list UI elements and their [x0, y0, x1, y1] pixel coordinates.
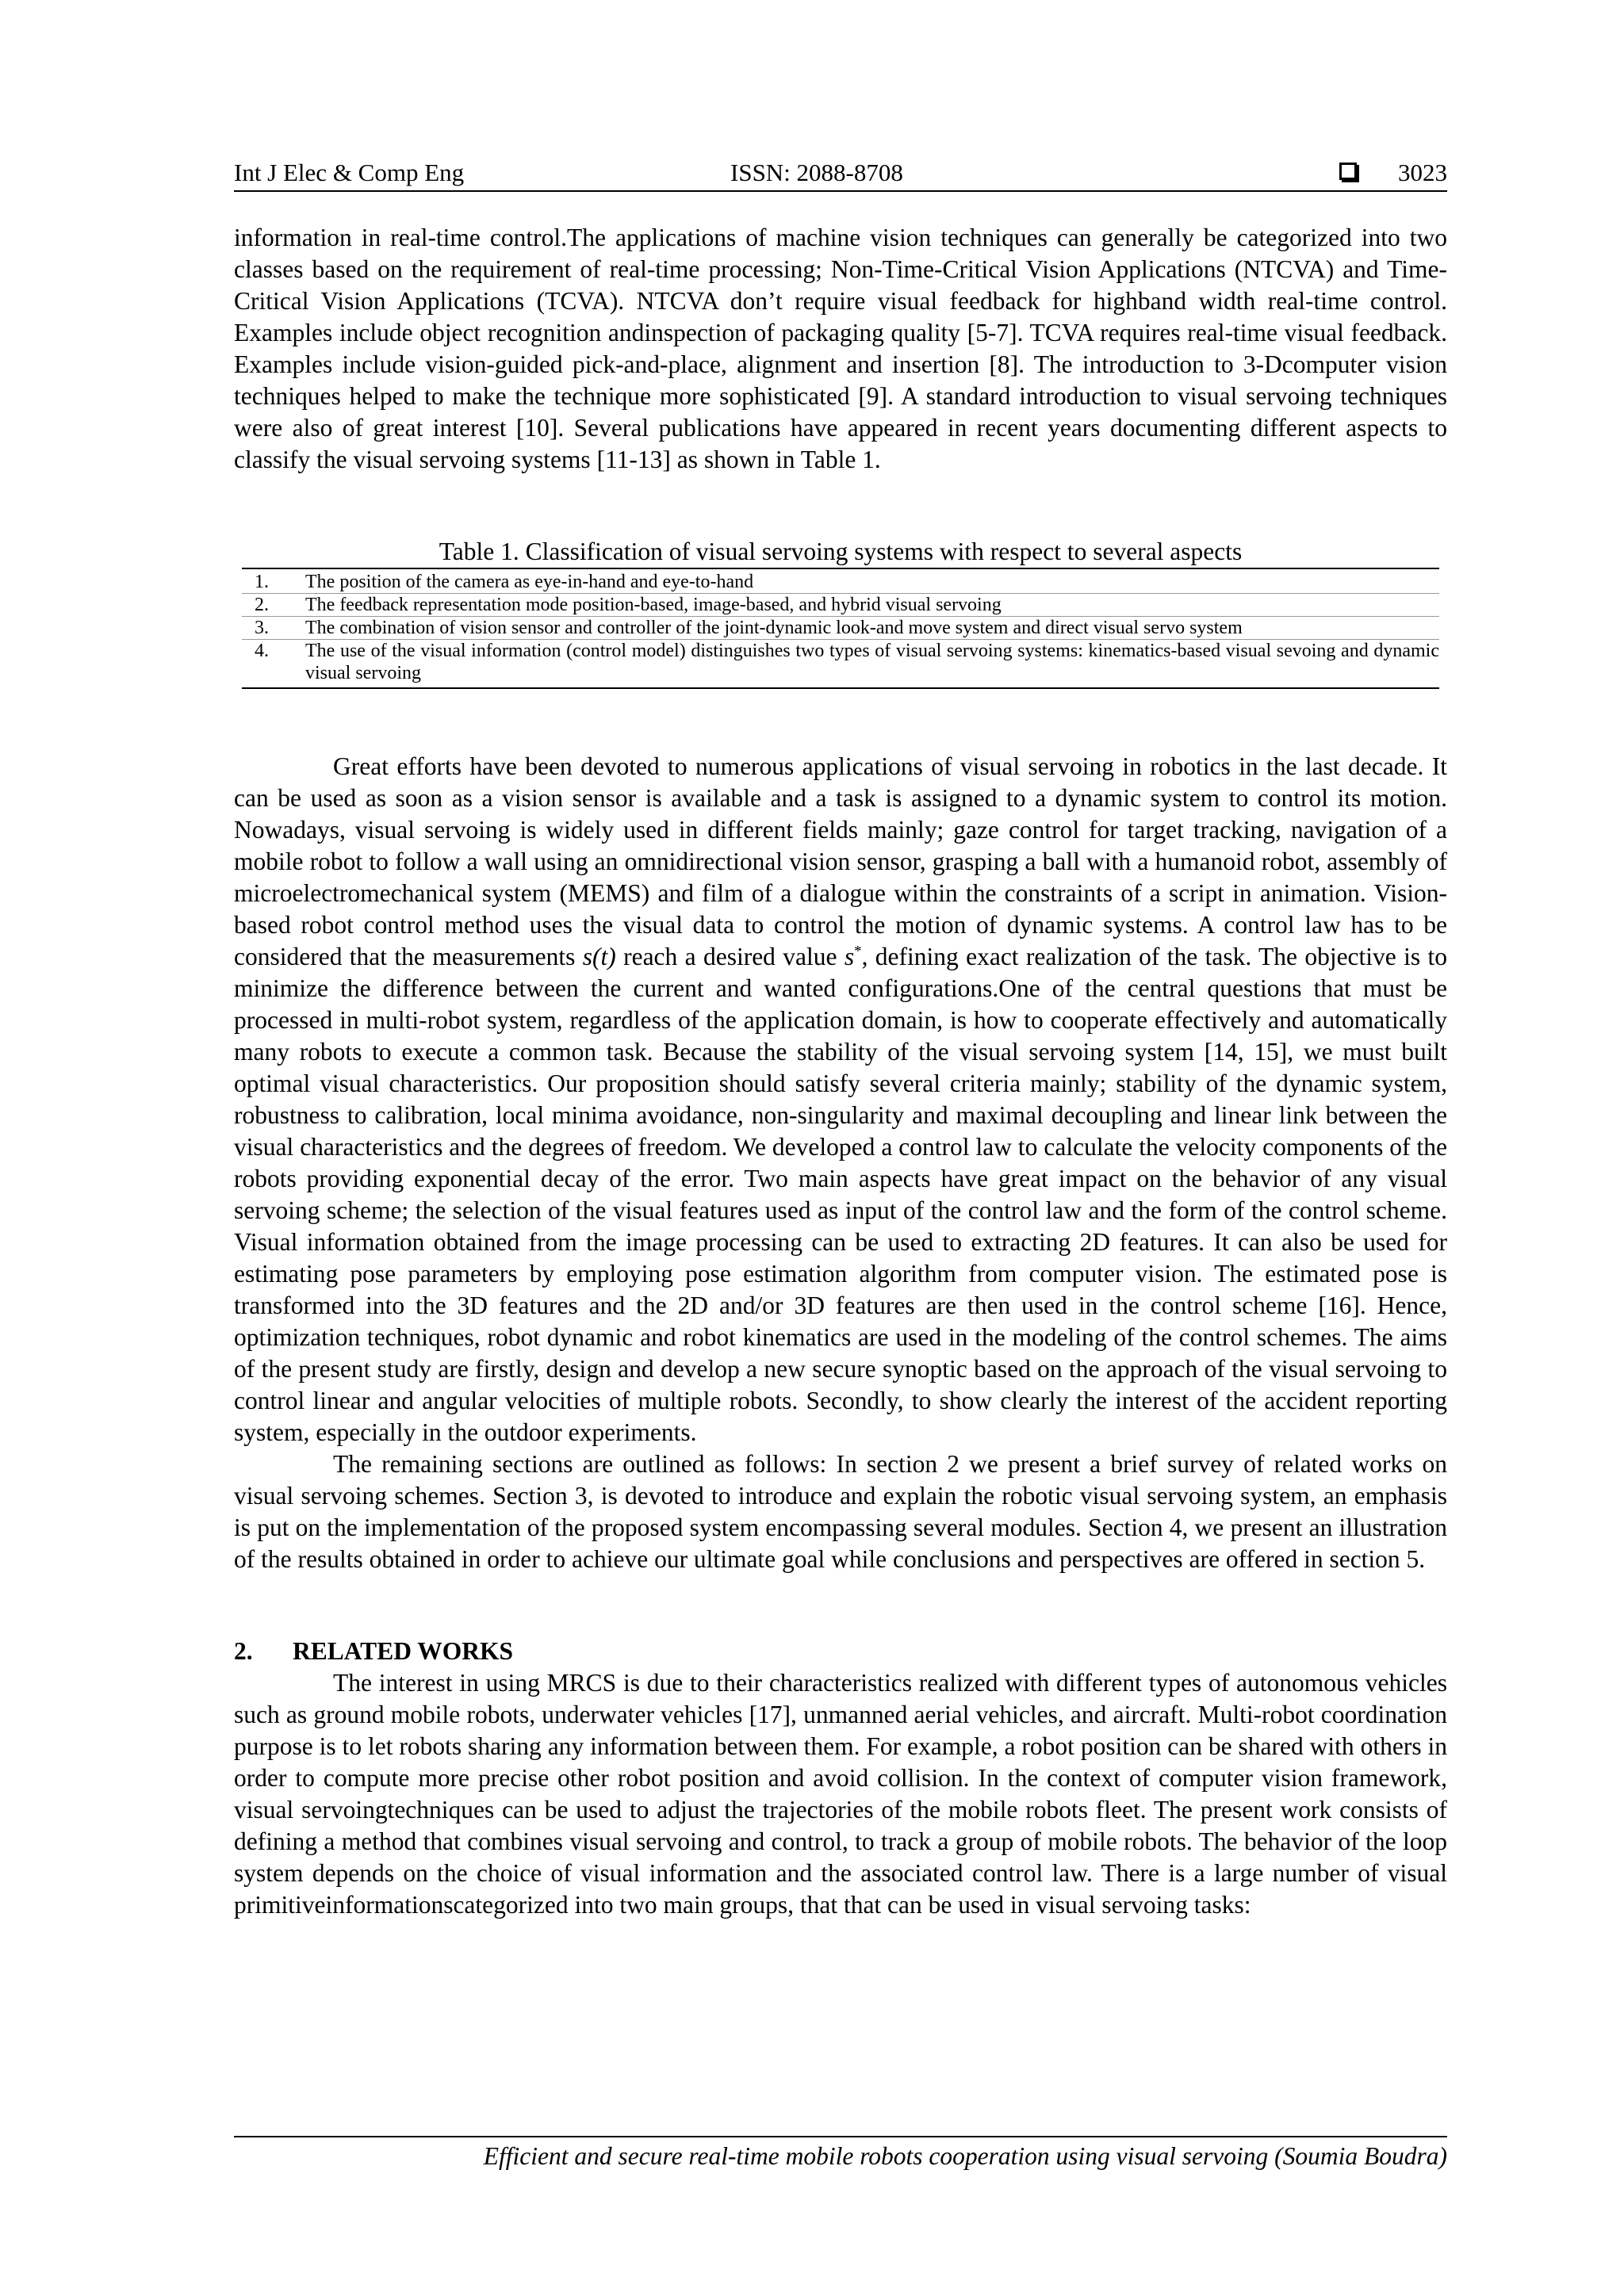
- main-content: [234, 222, 1447, 1921]
- paragraph-applications: [234, 751, 1447, 1448]
- table-row: [242, 571, 1439, 594]
- table-row-text: The feedback representation mode position-based, image-based, and hybrid visual servoing: [305, 595, 1002, 615]
- table-row-number: 1.: [255, 572, 269, 592]
- table-caption: Table 1. Classification of visual servoing systems with respect to several aspects: [439, 538, 1243, 565]
- paragraph-intro-continued: information in real-time control.The applications of machine vision techniques can generally be categorized into two classes based on the requirement of real-time processing; Non-Time-Critical Vision Applications (NTCVA) and Time-Critical Vision Applications (TCVA). NTCVA don’t require visual feedback for highband width real-time control. Examples include object recognition andinspection of packaging quality [5-7]. TCVA requires real-time visual feedback. Examples include vision-guided pick-and-place, alignment and insertion [8]. The introduction to 3-Dcomputer vision techniques helped to make the technique more sophisticated [9]. A standard introduction to visual servoing techniques were also of great interest [10]. Several publications have appeared in recent years documenting different aspects to classify the visual servoing systems [11-13] as shown in Table 1.: [234, 224, 1447, 473]
- section-number: 2.: [234, 1637, 253, 1665]
- section-title: RELATED WORKS: [293, 1637, 514, 1665]
- table-row-number: 3.: [255, 618, 269, 638]
- table-row: [242, 617, 1439, 640]
- issn: ISSN: 2088-8708: [730, 159, 903, 186]
- table-row: [242, 640, 1439, 684]
- page-number: 3023: [1398, 159, 1447, 186]
- paragraph-related-works: The interest in using MRCS is due to their characteristics realized with different types of autonomous vehicles such as ground mobile robots, underwater vehicles [17], unmanned aerial vehicles, and aircraft. Multi-robot coordination purpose is to let robots sharing any information between them. For example, a robot position can be shared with others in order to compute more precise other robot position and avoid collision. In the context of computer vision framework, visual servoingtechniques can be used to adjust the trajectories of the mobile robots fleet. The present work consists of defining a method that combines visual servoing and control, to track a group of mobile robots. The behavior of the loop system depends on the choice of visual information and the associated control law. There is a large number of visual primitiveinformationscategorized into two main groups, that that can be used in visual servoing tasks:: [234, 1669, 1447, 1919]
- table-row-number: 4.: [255, 641, 269, 661]
- table-row-text: The position of the camera as eye-in-hand and eye-to-hand: [305, 572, 754, 592]
- table-row-text: The use of the visual information (control model) distinguishes two types of visual servoing systems: kinematics-based visual sevoing and dynamic visual servoing: [305, 641, 1439, 683]
- section-heading: [234, 1636, 1447, 1667]
- math-s-of-t: s(t): [582, 943, 616, 970]
- spacer: [234, 689, 1447, 751]
- paragraph-outline: The remaining sections are outlined as follows: In section 2 we present a brief survey of related works on visual servoing schemes. Section 3, is devoted to introduce and explain the robotic visual servoing system, an emphasis is put on the implementation of the proposed system encompassing several modules. Section 4, we present an illustration of the results obtained in order to achieve our ultimate goal while conclusions and perspectives are offered in section 5.: [234, 1450, 1447, 1573]
- checkbox-square-icon: [1339, 163, 1357, 180]
- text-run: , defining exact realization of the task. The objective is to minimize the difference between the current and wanted configurations.One of the central questions that must be processed in multi-robot system, regardless of the application domain, is how to cooperate effectively and automatically many robots to execute a common task. Because the stability of the visual servoing system [14, 15], we must built optimal visual characteristics. Our proposition should satisfy several criteria mainly; stability of the dynamic system, robustness to calibration, local minima avoidance, non-singularity and maximal decoupling and linear link between the visual characteristics and the degrees of freedom. We developed a control law to calculate the velocity components of the robots providing exponential decay of the error. Two main aspects have great impact on the behavior of any visual servoing scheme; the selection of the visual features used as input of the control law and the form of the control scheme. Visual information obtained from the image processing can be used to extracting 2D features. It can also be used for estimating pose parameters by employing pose estimation algorithm from computer vision. The estimated pose is transformed into the 3D features and the 2D and/or 3D features are then used in the control scheme [16]. Hence, optimization techniques, robot dynamic and robot kinematics are used in the modeling of the control schemes. The aims of the present study are firstly, design and develop a new secure synoptic based on the approach of the visual servoing to control linear and angular velocities of multiple robots. Secondly, to show clearly the interest of the accident reporting system, especially in the outdoor experiments.: [234, 943, 1447, 1446]
- running-header: [234, 155, 1447, 192]
- table-row-text: The combination of vision sensor and controller of the joint-dynamic look-and move system and direct visual servo system: [305, 618, 1243, 638]
- superscript-star: *: [854, 943, 862, 960]
- table-row: [242, 594, 1439, 617]
- running-footer: Efficient and secure real-time mobile robots cooperation using visual servoing (Soumia Boudra): [234, 2136, 1447, 2172]
- table-row-number: 2.: [255, 595, 269, 615]
- math-s-star: s: [844, 943, 855, 970]
- text-run: reach a desired value: [615, 943, 845, 970]
- journal-name: Int J Elec & Comp Eng: [234, 159, 465, 186]
- classification-table: [242, 568, 1439, 689]
- text-run: Great efforts have been devoted to numerous applications of visual servoing in robotics in the last decade. It can be used as soon as a vision sensor is available and a task is assigned to a dynamic system to control its motion. Nowadays, visual servoing is widely used in different fields mainly; gaze control for target tracking, navigation of a mobile robot to follow a wall using an omnidirectional vision sensor, grasping a ball with a humanoid robot, assembly of microelectromechanical system (MEMS) and film of a dialogue within the constraints of a script in animation. Vision-based robot control method uses the visual data to control the motion of dynamic systems. A control law has to be considered that the measurements: [234, 752, 1447, 970]
